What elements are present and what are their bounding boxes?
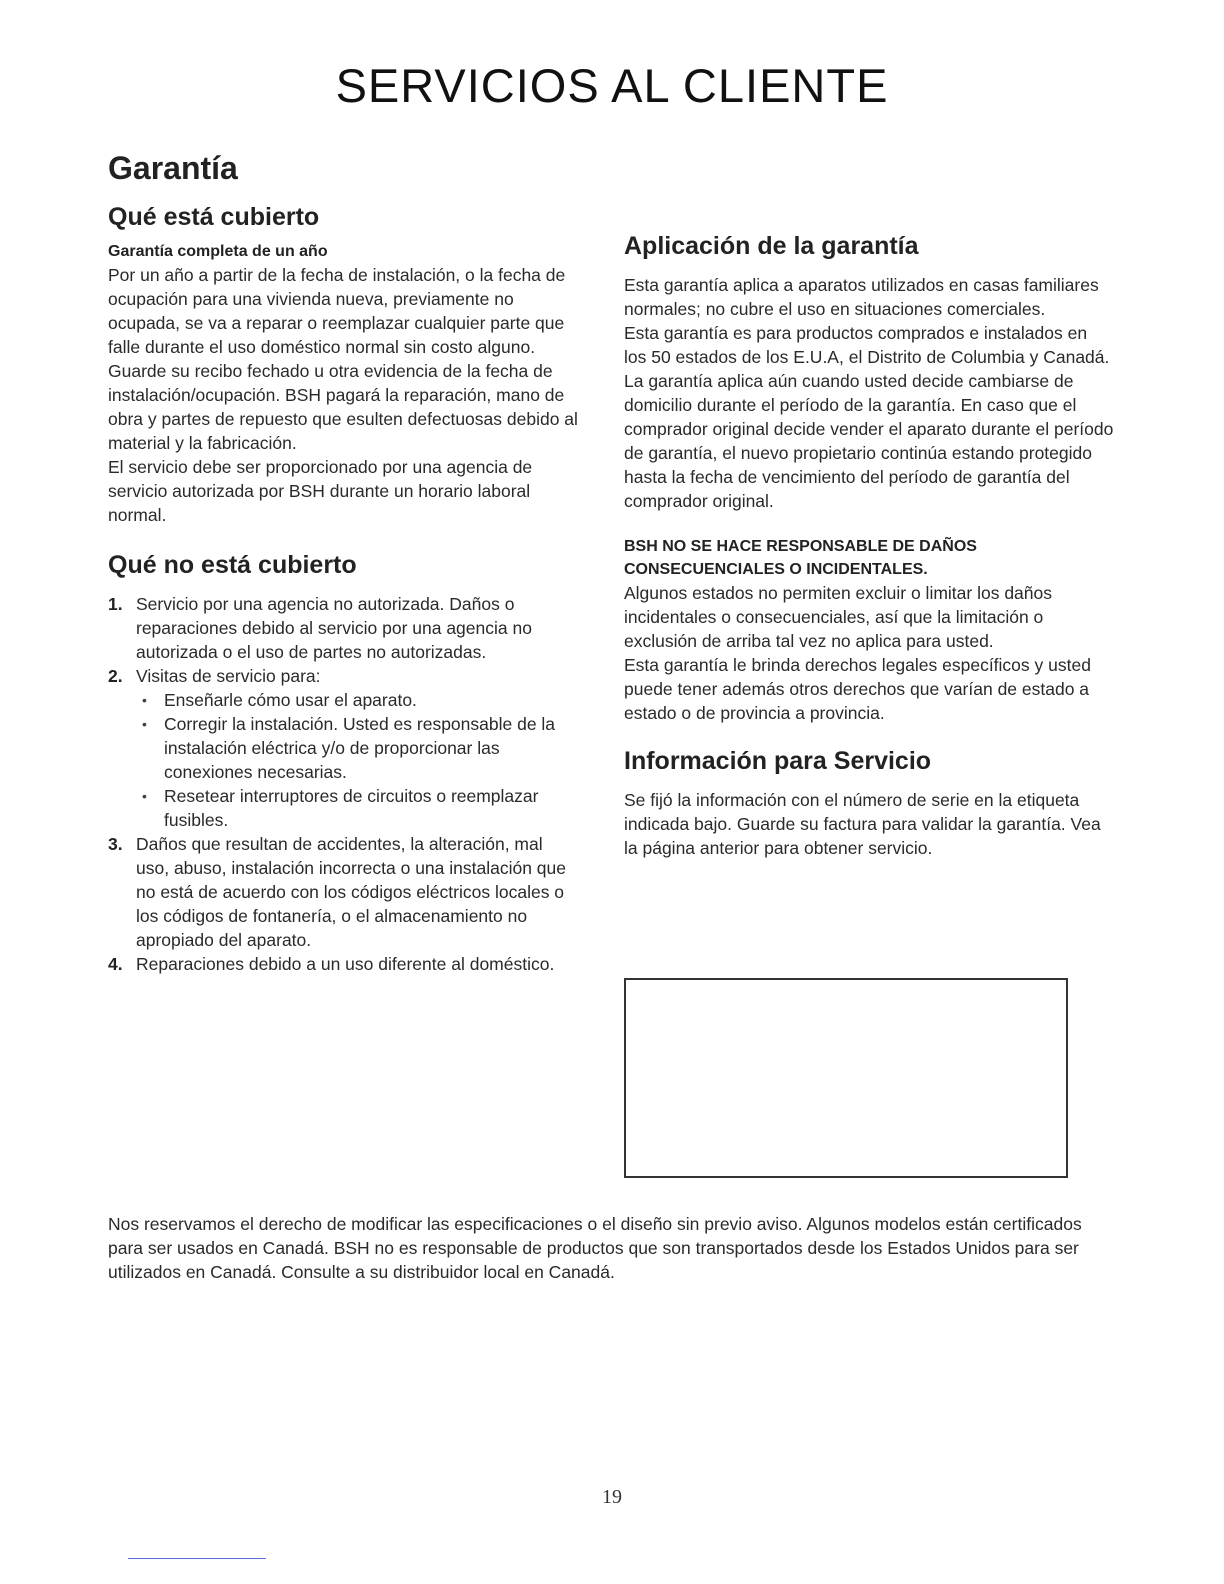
footer-note: Nos reservamos el derecho de modificar las especificaciones o el diseño sin previo aviso. Algunos modelos están certificados para ser usados en Canadá. BSH no es responsable de productos que son transportados desde los Estados Unidos para ser utilizados en Canadá. Consulte a su distribuidor local en Canadá. — [108, 1214, 1082, 1282]
covered-heading: Qué está cubierto — [108, 203, 320, 231]
list-item-text: Reparaciones debido a un uso diferente al doméstico. — [136, 954, 555, 974]
bullet-item: • Enseñarle cómo usar el aparato. — [136, 688, 578, 712]
list-item-text: Servicio por una agencia no autorizada. Daños o reparaciones debido al servicio por una agencia no autorizada o el uso de partes no autorizadas. — [136, 594, 532, 662]
application-paragraph-2: Esta garantía es para productos comprados e instalados en los 50 estados de los E.U.A, el Distrito de Columbia y Canadá. La garantía aplica aún cuando usted decide cambiarse de domicilio durante el período de la garantía. En caso que el comprador original decide vender el aparato durante el período de garantía, el nuevo propietario continúa estando protegido hasta la fecha de vencimiento del período de garantía del comprador original. — [624, 323, 1114, 511]
disclaimer-heading: BSH NO SE HACE RESPONSABLE DE DAÑOS CONSECUENCIALES O INCIDENTALES. — [624, 538, 977, 578]
list-item — [108, 664, 578, 832]
bottom-divider — [128, 1558, 266, 1559]
list-number: 1. — [108, 594, 123, 614]
list-item-text: Daños que resultan de accidentes, la alteración, mal uso, abuso, instalación incorrecta o una instalación que no está de acuerdo con los códigos eléctricos locales o los códigos de fontanería, o el almacenamiento no apropiado del aparato. — [136, 834, 566, 950]
left-column — [108, 203, 578, 976]
disclaimer-paragraph-1: Algunos estados no permiten excluir o limitar los daños incidentales o consecuenciales, así que la limitación o exclusión de arriba tal vez no aplica para usted. — [624, 583, 1052, 651]
not-covered-heading: Qué no está cubierto — [108, 551, 357, 579]
right-column — [624, 232, 1114, 860]
disclaimer-paragraph-2: Esta garantía le brinda derechos legales específicos y usted puede tener además otros derechos que varían de estado a estado o de provincia a provincia. — [624, 655, 1091, 723]
list-item — [108, 952, 578, 976]
list-number: 4. — [108, 954, 123, 974]
full-warranty-heading: Garantía completa de un año — [108, 243, 328, 260]
not-covered-list — [108, 592, 578, 976]
bullet-item: • Corregir la instalación. Usted es responsable de la instalación eléctrica y/o de proporcionar las conexiones necesarias. — [136, 712, 578, 784]
list-number: 3. — [108, 834, 123, 854]
application-heading: Aplicación de la garantía — [624, 232, 919, 260]
serial-label-box — [624, 978, 1068, 1178]
list-number: 2. — [108, 666, 123, 686]
section-title: Garantía — [108, 150, 238, 186]
service-info-heading: Información para Servicio — [624, 747, 932, 775]
page-number: 19 — [602, 1486, 622, 1508]
service-info-paragraph: Se fijó la información con el número de serie en la etiqueta indicada bajo. Guarde su factura para validar la garantía. Vea la página anterior para obtener servicio. — [624, 790, 1101, 858]
list-item-text: Visitas de servicio para: — [136, 666, 321, 686]
page-title: SERVICIOS AL CLIENTE — [335, 59, 889, 112]
list-item — [108, 832, 578, 952]
application-paragraph-1: Esta garantía aplica a aparatos utilizados en casas familiares normales; no cubre el uso en situaciones comerciales. — [624, 275, 1099, 319]
bullet-item: • Resetear interruptores de circuitos o reemplazar fusibles. — [136, 784, 578, 832]
list-item — [108, 592, 578, 664]
authorized-service-paragraph: El servicio debe ser proporcionado por una agencia de servicio autorizada por BSH durante un horario laboral normal. — [108, 457, 533, 525]
full-warranty-paragraph: Por un año a partir de la fecha de instalación, o la fecha de ocupación para una vivienda nueva, previamente no ocupada, se va a reparar o reemplazar cualquier parte que falle durante el uso doméstico normal sin costo alguno. Guarde su recibo fechado u otra evidencia de la fecha de instalación/ocupación. BSH pagará la reparación, mano de obra y partes de repuesto que esulten defectuosas debido al material y la fabricación. — [108, 265, 578, 453]
service-visit-bullets — [136, 688, 578, 832]
